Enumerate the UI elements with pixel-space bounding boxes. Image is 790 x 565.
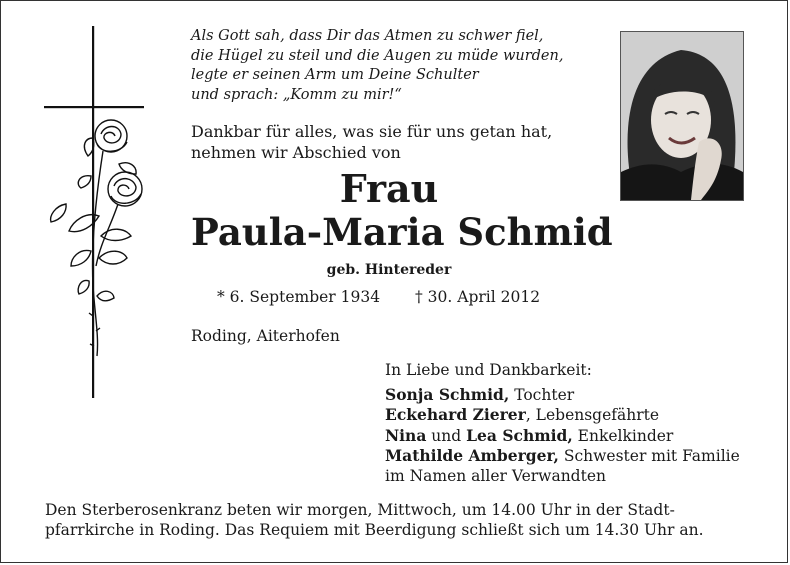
mourner-relation: Tochter: [509, 385, 575, 404]
mourner-entry: [385, 446, 765, 467]
mourner-entry: [385, 426, 765, 447]
verse-line: Als Gott sah, dass Dir das Atmen zu schwer fiel,: [191, 28, 544, 44]
service-line: Den Sterberosenkranz beten wir morgen, Mittwoch, um 14.00 Uhr in der Stadt-: [45, 501, 675, 519]
cross-with-roses-icon: [41, 26, 151, 406]
mourner-connector: und: [426, 426, 467, 445]
maiden-name: geb. Hintereder: [326, 262, 452, 278]
mourners-list: [385, 361, 765, 486]
life-dates: [217, 287, 577, 307]
deceased-name: Paula-Maria Schmid: [191, 210, 613, 254]
salutation: Frau: [339, 166, 439, 211]
mourners-intro: In Liebe und Dankbarkeit:: [385, 361, 592, 379]
mourner-name: Sonja Schmid,: [385, 384, 510, 404]
portrait-image: [621, 32, 743, 200]
birth-date: * 6. September 1934: [217, 288, 381, 306]
mourner-entry: [385, 405, 765, 426]
farewell-text: [191, 121, 611, 163]
verse-line: und sprach: „Komm zu mir!“: [191, 86, 402, 103]
mourner-relation: im Namen aller Verwandten: [385, 466, 606, 485]
mourner-name: Mathilde Amberger,: [385, 446, 559, 465]
mourner-relation: Enkelkinder: [572, 426, 674, 445]
place-of-residence: Roding, Aiterhofen: [191, 327, 340, 345]
verse-line: legte er seinen Arm um Deine Schulter: [191, 67, 479, 83]
mourner-relation: Schwester mit Familie: [558, 447, 740, 465]
mourner-entry: [385, 467, 765, 487]
mourner-entry: [385, 385, 765, 406]
mourner-relation: , Lebensgefährte: [525, 406, 660, 424]
service-line: pfarrkirche in Roding. Das Requiem mit Beerdigung schließt sich um 14.30 Uhr an.: [45, 520, 704, 539]
death-date: † 30. April 2012: [415, 288, 541, 306]
poem-verse: [191, 27, 601, 105]
mourner-name: Eckehard Zierer: [385, 405, 526, 424]
mourner-name: Nina: [385, 425, 427, 445]
mourner-name: Lea Schmid,: [466, 425, 573, 445]
farewell-line: Dankbar für alles, was sie für uns getan hat,: [191, 122, 553, 141]
portrait-photo: [620, 31, 744, 201]
farewell-line: nehmen wir Abschied von: [191, 143, 401, 162]
verse-line: die Hügel zu steil und die Augen zu müde wurden,: [191, 47, 564, 64]
service-info: [45, 501, 750, 540]
